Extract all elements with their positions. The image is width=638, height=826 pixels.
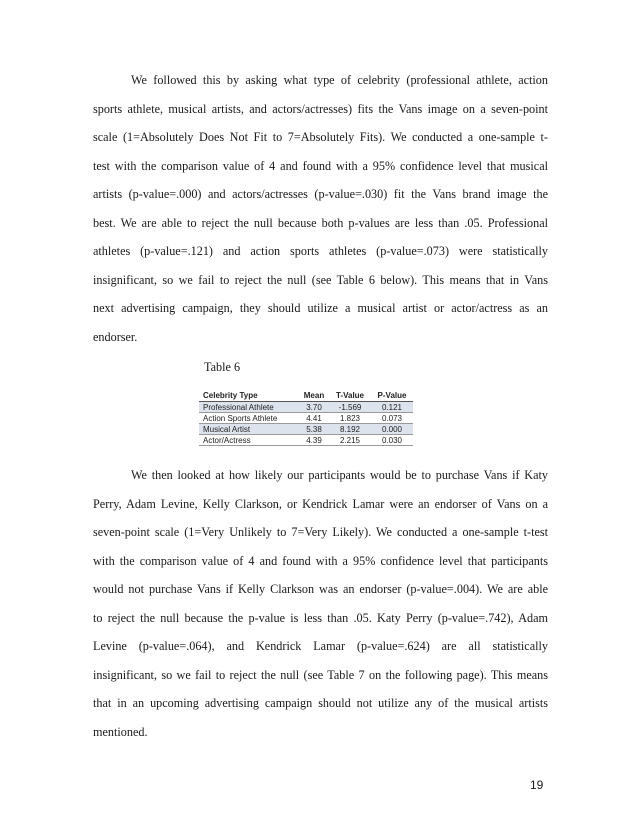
text-line: next advertising campaign, they should utilize a musical artist or actor/actress as an <box>93 301 548 315</box>
text-line: insignificant, so we fail to reject the null (see Table 6 below). This means that in Vans <box>93 272 548 287</box>
text-line: with the comparison value of 4 and found with a 95% confidence level that participants <box>93 553 548 568</box>
table-cell: -1.569 <box>329 402 371 413</box>
table-cell: Musical Artist <box>199 424 299 435</box>
table-cell: 5.38 <box>299 424 329 435</box>
table-cell: 4.41 <box>299 413 329 424</box>
table-cell: Actor/Actress <box>199 435 299 446</box>
table-cell: 4.39 <box>299 435 329 446</box>
column-header: Mean <box>299 390 329 402</box>
text-line: endorser. <box>93 329 138 344</box>
text-line: mentioned. <box>93 724 148 739</box>
table-cell: 0.073 <box>371 413 413 424</box>
table-cell: 0.030 <box>371 435 413 446</box>
text-line: Perry, Adam Levine, Kelly Clarkson, or Kendrick Lamar were an endorser of Vans on a <box>93 496 548 511</box>
table-row <box>199 402 413 413</box>
text-line: would not purchase Vans if Kelly Clarkson was an endorser (p-value=.004). We are able <box>93 582 548 596</box>
text-line: insignificant, so we fail to reject the null (see Table 7 on the following page). This means <box>93 667 548 682</box>
text-line: We followed this by asking what type of celebrity (professional athlete, action <box>131 73 548 87</box>
text-line: athletes (p-value=.121) and action sports athletes (p-value=.073) were statistically <box>93 244 548 258</box>
paragraph-musical-artists <box>93 461 548 746</box>
table-header-row <box>199 390 413 402</box>
table-cell: 2.215 <box>329 435 371 446</box>
text-line: Levine (p-value=.064), and Kendrick Lamar (p-value=.624) are all statistically <box>93 639 548 653</box>
column-header: P-Value <box>371 390 413 402</box>
text-line: seven-point scale (1=Very Unlikely to 7=Very Likely). We conducted a one-sample t-test <box>93 525 548 539</box>
table-cell: Action Sports Athlete <box>199 413 299 424</box>
celebrity-type-table <box>199 390 413 446</box>
table-cell: 3.70 <box>299 402 329 413</box>
text-line: test with the comparison value of 4 and found with a 95% confidence level that musical <box>93 158 548 173</box>
page-number: 19 <box>530 778 544 792</box>
paragraph-celebrity-type <box>93 66 548 351</box>
table-cell: 1.823 <box>329 413 371 424</box>
table-cell: 0.000 <box>371 424 413 435</box>
table-cell: Professional Athlete <box>199 402 299 413</box>
column-header: Celebrity Type <box>199 390 299 402</box>
text-line: We then looked at how likely our participants would be to purchase Vans if Katy <box>131 468 548 482</box>
table-row <box>199 424 413 435</box>
text-line: that in an upcoming advertising campaign should not utilize any of the musical artists <box>93 696 548 710</box>
table-row <box>199 413 413 424</box>
table-cell: 8.192 <box>329 424 371 435</box>
text-line: scale (1=Absolutely Does Not Fit to 7=Absolutely Fits). We conducted a one-sample t- <box>93 130 548 144</box>
table-caption: Table 6 <box>204 360 241 374</box>
table-row <box>199 435 413 446</box>
text-line: sports athlete, musical artists, and actors/actresses) fits the Vans image on a seven-point <box>93 101 548 116</box>
text-line: best. We are able to reject the null because both p-values are less than .05. Professional <box>93 215 548 230</box>
column-header: T-Value <box>329 390 371 402</box>
text-line: artists (p-value=.000) and actors/actresses (p-value=.030) fit the Vans brand image the <box>93 187 548 201</box>
table-cell: 0.121 <box>371 402 413 413</box>
text-line: to reject the null because the p-value is less than .05. Katy Perry (p-value=.742), Adam <box>93 610 548 625</box>
